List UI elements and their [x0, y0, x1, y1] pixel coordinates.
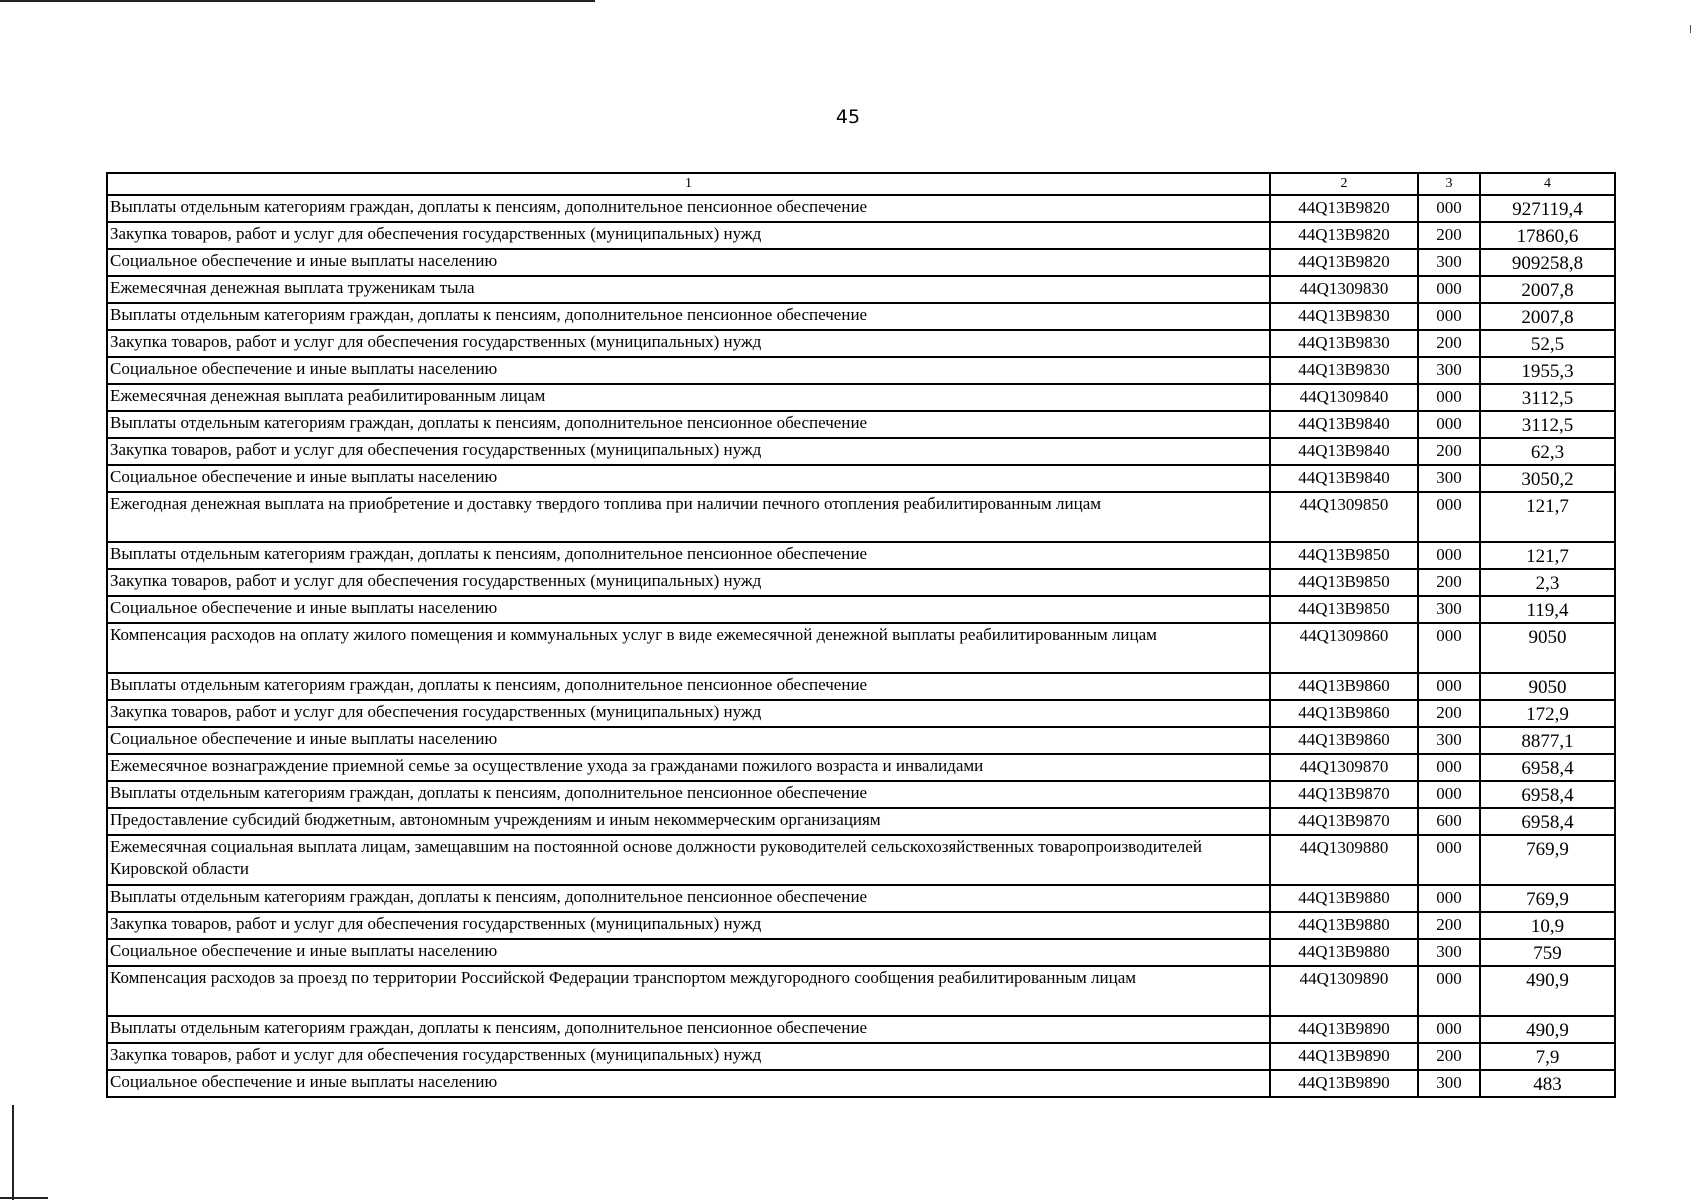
row-amount-cell: 172,9 — [1480, 700, 1615, 727]
row-code-cell: 44Q13B9880 — [1270, 912, 1418, 939]
row-amount-cell: 7,9 — [1480, 1043, 1615, 1070]
table-row — [107, 1043, 1615, 1070]
table-row — [107, 808, 1615, 835]
row-type-cell: 000 — [1418, 384, 1480, 411]
row-type-cell: 300 — [1418, 465, 1480, 492]
row-code-cell: 44Q1309880 — [1270, 835, 1418, 885]
row-code-cell: 44Q1309850 — [1270, 492, 1418, 542]
row-name-cell: Ежегодная денежная выплата на приобретение и доставку твердого топлива при наличии печного отопления реабилитированным лицам — [107, 492, 1270, 542]
row-amount-cell: 6958,4 — [1480, 808, 1615, 835]
row-name-cell: Социальное обеспечение и иные выплаты населению — [107, 1070, 1270, 1097]
column-header-3: 3 — [1418, 173, 1480, 195]
table-row — [107, 781, 1615, 808]
row-name-cell: Выплаты отдельным категориям граждан, доплаты к пенсиям, дополнительное пенсионное обеспечение — [107, 542, 1270, 569]
row-name-cell: Закупка товаров, работ и услуг для обеспечения государственных (муниципальных) нужд — [107, 912, 1270, 939]
row-code-cell: 44Q13B9840 — [1270, 465, 1418, 492]
table-row — [107, 542, 1615, 569]
table-row — [107, 330, 1615, 357]
row-code-cell: 44Q13B9890 — [1270, 1070, 1418, 1097]
row-amount-cell: 769,9 — [1480, 885, 1615, 912]
row-amount-cell: 52,5 — [1480, 330, 1615, 357]
table-header-row — [107, 173, 1615, 195]
row-code-cell: 44Q13B9840 — [1270, 438, 1418, 465]
row-type-cell: 200 — [1418, 569, 1480, 596]
row-code-cell: 44Q1309870 — [1270, 754, 1418, 781]
row-type-cell: 600 — [1418, 808, 1480, 835]
row-name-cell: Компенсация расходов за проезд по территории Российской Федерации транспортом междугородного сообщения реабилитированным лицам — [107, 966, 1270, 1016]
row-code-cell: 44Q1309840 — [1270, 384, 1418, 411]
table-row — [107, 303, 1615, 330]
column-header-1: 1 — [107, 173, 1270, 195]
row-amount-cell: 483 — [1480, 1070, 1615, 1097]
row-amount-cell: 3050,2 — [1480, 465, 1615, 492]
row-name-cell: Выплаты отдельным категориям граждан, доплаты к пенсиям, дополнительное пенсионное обеспечение — [107, 411, 1270, 438]
row-name-cell: Социальное обеспечение и иные выплаты населению — [107, 465, 1270, 492]
row-name-cell: Социальное обеспечение и иные выплаты населению — [107, 727, 1270, 754]
row-name-cell: Закупка товаров, работ и услуг для обеспечения государственных (муниципальных) нужд — [107, 438, 1270, 465]
table-body — [107, 173, 1615, 1097]
row-type-cell: 000 — [1418, 673, 1480, 700]
row-amount-cell: 2007,8 — [1480, 303, 1615, 330]
row-type-cell: 200 — [1418, 700, 1480, 727]
row-type-cell: 200 — [1418, 438, 1480, 465]
row-name-cell: Закупка товаров, работ и услуг для обеспечения государственных (муниципальных) нужд — [107, 222, 1270, 249]
column-header-2: 2 — [1270, 173, 1418, 195]
table-row — [107, 276, 1615, 303]
row-amount-cell: 1955,3 — [1480, 357, 1615, 384]
row-amount-cell: 17860,6 — [1480, 222, 1615, 249]
row-type-cell: 300 — [1418, 357, 1480, 384]
row-name-cell: Выплаты отдельным категориям граждан, доплаты к пенсиям, дополнительное пенсионное обеспечение — [107, 1016, 1270, 1043]
row-type-cell: 000 — [1418, 1016, 1480, 1043]
row-type-cell: 000 — [1418, 885, 1480, 912]
row-amount-cell: 3112,5 — [1480, 411, 1615, 438]
table-row — [107, 596, 1615, 623]
column-header-4: 4 — [1480, 173, 1615, 195]
scan-edge-bottom — [0, 1197, 48, 1199]
row-code-cell: 44Q13B9890 — [1270, 1016, 1418, 1043]
scan-edge-mark — [1690, 25, 1691, 33]
row-type-cell: 200 — [1418, 222, 1480, 249]
row-name-cell: Ежемесячная денежная выплата труженикам тыла — [107, 276, 1270, 303]
table-row — [107, 623, 1615, 673]
table-row — [107, 727, 1615, 754]
row-code-cell: 44Q13B9880 — [1270, 885, 1418, 912]
row-code-cell: 44Q13B9830 — [1270, 303, 1418, 330]
row-name-cell: Закупка товаров, работ и услуг для обеспечения государственных (муниципальных) нужд — [107, 569, 1270, 596]
row-amount-cell: 119,4 — [1480, 596, 1615, 623]
row-code-cell: 44Q13B9870 — [1270, 808, 1418, 835]
table-row — [107, 249, 1615, 276]
row-type-cell: 000 — [1418, 966, 1480, 1016]
row-type-cell: 000 — [1418, 623, 1480, 673]
row-code-cell: 44Q13B9850 — [1270, 569, 1418, 596]
row-type-cell: 300 — [1418, 1070, 1480, 1097]
row-amount-cell: 3112,5 — [1480, 384, 1615, 411]
row-name-cell: Выплаты отдельным категориям граждан, доплаты к пенсиям, дополнительное пенсионное обеспечение — [107, 673, 1270, 700]
row-code-cell: 44Q13B9870 — [1270, 781, 1418, 808]
row-type-cell: 000 — [1418, 542, 1480, 569]
table-row — [107, 222, 1615, 249]
table-row — [107, 465, 1615, 492]
row-name-cell: Выплаты отдельным категориям граждан, доплаты к пенсиям, дополнительное пенсионное обеспечение — [107, 303, 1270, 330]
table-row — [107, 700, 1615, 727]
row-code-cell: 44Q13B9850 — [1270, 542, 1418, 569]
page-number: 45 — [835, 106, 861, 128]
row-amount-cell: 6958,4 — [1480, 754, 1615, 781]
row-type-cell: 000 — [1418, 411, 1480, 438]
row-type-cell: 200 — [1418, 330, 1480, 357]
table-row — [107, 966, 1615, 1016]
table-row — [107, 939, 1615, 966]
row-name-cell: Закупка товаров, работ и услуг для обеспечения государственных (муниципальных) нужд — [107, 330, 1270, 357]
row-code-cell: 44Q13B9820 — [1270, 222, 1418, 249]
row-type-cell: 200 — [1418, 1043, 1480, 1070]
row-amount-cell: 490,9 — [1480, 966, 1615, 1016]
row-amount-cell: 769,9 — [1480, 835, 1615, 885]
scan-edge-left — [12, 1105, 14, 1200]
row-code-cell: 44Q13B9860 — [1270, 700, 1418, 727]
row-name-cell: Выплаты отдельным категориям граждан, доплаты к пенсиям, дополнительное пенсионное обеспечение — [107, 781, 1270, 808]
row-name-cell: Закупка товаров, работ и услуг для обеспечения государственных (муниципальных) нужд — [107, 1043, 1270, 1070]
table-row — [107, 195, 1615, 222]
row-type-cell: 200 — [1418, 912, 1480, 939]
row-name-cell: Ежемесячное вознаграждение приемной семье за осуществление ухода за гражданами пожилого возраста и инвалидами — [107, 754, 1270, 781]
row-code-cell: 44Q13B9830 — [1270, 357, 1418, 384]
table-row — [107, 357, 1615, 384]
row-name-cell: Компенсация расходов на оплату жилого помещения и коммунальных услуг в виде ежемесячной денежной выплаты реабилитированным лицам — [107, 623, 1270, 673]
row-code-cell: 44Q13B9820 — [1270, 249, 1418, 276]
row-amount-cell: 10,9 — [1480, 912, 1615, 939]
row-type-cell: 000 — [1418, 195, 1480, 222]
row-code-cell: 44Q13B9880 — [1270, 939, 1418, 966]
row-name-cell: Социальное обеспечение и иные выплаты населению — [107, 249, 1270, 276]
row-name-cell: Предоставление субсидий бюджетным, автономным учреждениям и иным некоммерческим организациям — [107, 808, 1270, 835]
row-amount-cell: 909258,8 — [1480, 249, 1615, 276]
table-row — [107, 569, 1615, 596]
table-row — [107, 835, 1615, 885]
row-amount-cell: 6958,4 — [1480, 781, 1615, 808]
row-code-cell: 44Q1309890 — [1270, 966, 1418, 1016]
row-amount-cell: 121,7 — [1480, 492, 1615, 542]
row-type-cell: 300 — [1418, 249, 1480, 276]
row-type-cell: 300 — [1418, 939, 1480, 966]
row-type-cell: 300 — [1418, 596, 1480, 623]
row-type-cell: 000 — [1418, 754, 1480, 781]
row-code-cell: 44Q13B9820 — [1270, 195, 1418, 222]
row-name-cell: Социальное обеспечение и иные выплаты населению — [107, 939, 1270, 966]
row-type-cell: 000 — [1418, 303, 1480, 330]
row-amount-cell: 121,7 — [1480, 542, 1615, 569]
row-amount-cell: 62,3 — [1480, 438, 1615, 465]
row-amount-cell: 927119,4 — [1480, 195, 1615, 222]
budget-table — [106, 172, 1616, 1098]
row-amount-cell: 8877,1 — [1480, 727, 1615, 754]
row-amount-cell: 9050 — [1480, 623, 1615, 673]
row-name-cell: Ежемесячная денежная выплата реабилитированным лицам — [107, 384, 1270, 411]
row-amount-cell: 2,3 — [1480, 569, 1615, 596]
row-code-cell: 44Q13B9860 — [1270, 673, 1418, 700]
table-row — [107, 885, 1615, 912]
row-type-cell: 000 — [1418, 492, 1480, 542]
row-name-cell: Социальное обеспечение и иные выплаты населению — [107, 596, 1270, 623]
row-amount-cell: 9050 — [1480, 673, 1615, 700]
row-code-cell: 44Q13B9840 — [1270, 411, 1418, 438]
table-row — [107, 1016, 1615, 1043]
row-type-cell: 000 — [1418, 835, 1480, 885]
row-type-cell: 300 — [1418, 727, 1480, 754]
row-code-cell: 44Q13B9890 — [1270, 1043, 1418, 1070]
table-row — [107, 1070, 1615, 1097]
row-code-cell: 44Q13B9860 — [1270, 727, 1418, 754]
row-type-cell: 000 — [1418, 276, 1480, 303]
table-row — [107, 438, 1615, 465]
table-row — [107, 384, 1615, 411]
table-row — [107, 673, 1615, 700]
row-code-cell: 44Q13B9850 — [1270, 596, 1418, 623]
row-code-cell: 44Q1309860 — [1270, 623, 1418, 673]
row-code-cell: 44Q1309830 — [1270, 276, 1418, 303]
row-amount-cell: 2007,8 — [1480, 276, 1615, 303]
row-amount-cell: 759 — [1480, 939, 1615, 966]
table-row — [107, 754, 1615, 781]
table-row — [107, 912, 1615, 939]
table-row — [107, 492, 1615, 542]
table-row — [107, 411, 1615, 438]
scan-edge-top — [0, 0, 595, 2]
row-name-cell: Закупка товаров, работ и услуг для обеспечения государственных (муниципальных) нужд — [107, 700, 1270, 727]
row-name-cell: Ежемесячная социальная выплата лицам, замещавшим на постоянной основе должности руководителей сельскохозяйственных товаропроизводителей Кировской области — [107, 835, 1270, 885]
row-amount-cell: 490,9 — [1480, 1016, 1615, 1043]
row-name-cell: Социальное обеспечение и иные выплаты населению — [107, 357, 1270, 384]
row-name-cell: Выплаты отдельным категориям граждан, доплаты к пенсиям, дополнительное пенсионное обеспечение — [107, 195, 1270, 222]
row-code-cell: 44Q13B9830 — [1270, 330, 1418, 357]
row-name-cell: Выплаты отдельным категориям граждан, доплаты к пенсиям, дополнительное пенсионное обеспечение — [107, 885, 1270, 912]
row-type-cell: 000 — [1418, 781, 1480, 808]
